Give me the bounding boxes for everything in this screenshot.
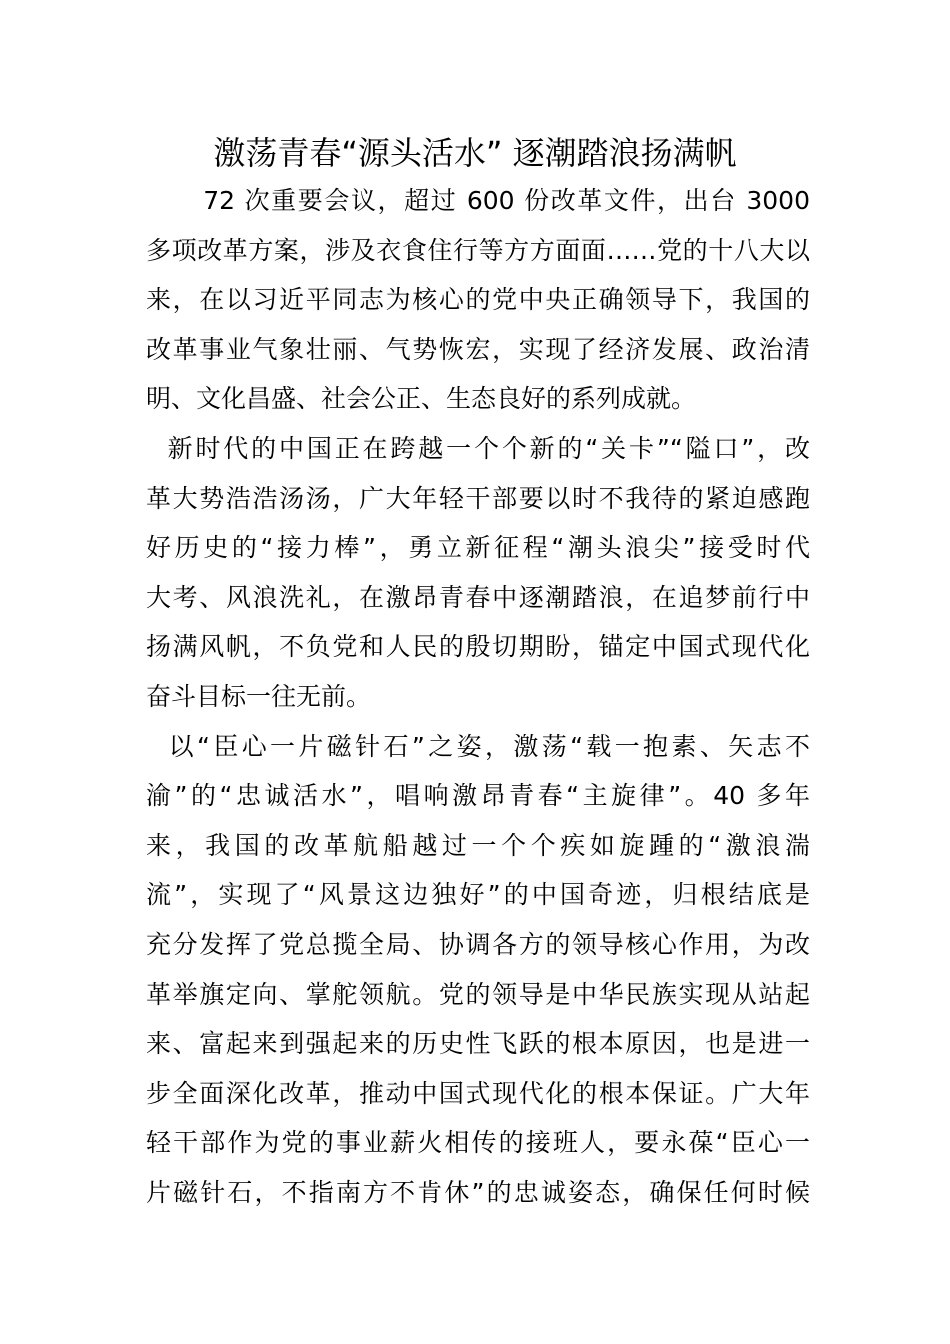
text-line: 革举旗定向、掌舵领航。党的领导是中华民族实现从站起 xyxy=(146,979,810,1009)
text-line: 大考、风浪洗礼，在激昂青春中逐潮踏浪，在追梦前行中 xyxy=(146,582,810,612)
text-line: 新时代的中国正在跨越一个个新的“关卡”“隘口”，改 xyxy=(146,433,810,463)
text-line: 片磁针石，不指南方不肯休”的忠诚姿态，确保任何时候 xyxy=(146,1177,810,1207)
text-line: 以“臣心一片磁针石”之姿，激荡“载一抱素、矢志不 xyxy=(146,731,810,761)
text-line: 轻干部作为党的事业薪火相传的接班人，要永葆“臣心一 xyxy=(146,1128,810,1158)
document-body xyxy=(146,176,810,1217)
text-line: 步全面深化改革，推动中国式现代化的根本保证。广大年 xyxy=(146,1078,810,1108)
text-line: 改革事业气象壮丽、气势恢宏，实现了经济发展、政治清 xyxy=(146,334,810,364)
text-line: 72 次重要会议，超过 600 份改革文件，出台 3000 xyxy=(146,186,810,215)
text-line: 流”，实现了“风景这边独好”的中国奇迹，归根结底是 xyxy=(146,880,810,910)
text-line: 充分发挥了党总揽全局、协调各方的领导核心作用，为改 xyxy=(146,929,810,959)
document-title: 激荡青春“源头活水” 逐潮踏浪扬满帆 xyxy=(213,134,737,172)
text-line: 明、文化昌盛、社会公正、生态良好的系列成就。 xyxy=(146,384,697,414)
text-line: 来、富起来到强起来的历史性飞跃的根本原因，也是进一 xyxy=(146,1029,810,1059)
text-line: 来，我国的改革航船越过一个个疾如旋踵的“激浪湍 xyxy=(146,830,810,860)
text-line: 渝”的“忠诚活水”，唱响激昂青春“主旋律”。40 多年 xyxy=(146,781,810,811)
text-line: 扬满风帆，不负党和人民的殷切期盼，锚定中国式现代化 xyxy=(146,632,810,662)
text-line: 革大势浩浩汤汤，广大年轻干部要以时不我待的紧迫感跑 xyxy=(146,483,810,513)
text-line: 奋斗目标一往无前。 xyxy=(146,681,372,711)
text-line: 多项改革方案，涉及衣食住行等方方面面……党的十八大以 xyxy=(146,235,810,265)
text-line: 来，在以习近平同志为核心的党中央正确领导下，我国的 xyxy=(146,285,810,315)
text-line: 好历史的“接力棒”，勇立新征程“潮头浪尖”接受时代 xyxy=(146,533,810,563)
